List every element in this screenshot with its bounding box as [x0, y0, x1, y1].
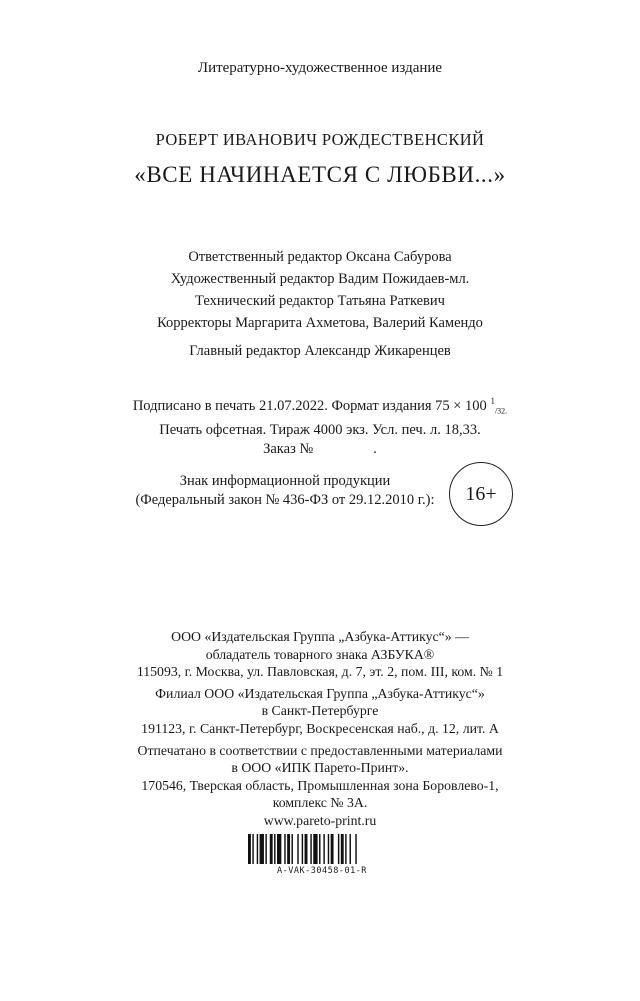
- publisher-line: 115093, г. Москва, ул. Павловская, д. 7, эт. 2, пом. III, ком. № 1: [136, 664, 504, 680]
- order-line: [0, 440, 640, 459]
- branch-line: в Санкт-Петербурге: [261, 703, 379, 719]
- printer-website: www.pareto-print.ru: [263, 812, 377, 828]
- printer-line: 170546, Тверская область, Промышленная зона Боровлево-1,: [141, 777, 499, 793]
- genre-label: Литературно-художественное издание: [197, 60, 443, 76]
- rating-line: (Федеральный закон № 436-ФЗ от 29.12.2010 г.):: [135, 492, 435, 508]
- credit-line: Ответственный редактор Оксана Сабурова: [188, 249, 452, 265]
- publisher-line: ООО «Издательская Группа „Азбука-Аттикус“» —: [171, 629, 469, 644]
- barcode-code: A-VAK-30458-01-R: [277, 866, 367, 876]
- order-end: .: [373, 440, 377, 457]
- print-info: [0, 392, 640, 459]
- credit-line: Технический редактор Татьяна Раткевич: [195, 293, 445, 309]
- rating-line: Знак информационной продукции: [179, 473, 391, 489]
- credits-block: [0, 246, 640, 362]
- publisher-line: обладатель товарного знака АЗБУКА®: [205, 646, 435, 662]
- credit-line: Художественный редактор Вадим Пожидаев-мл.: [170, 271, 470, 287]
- author-name: РОБЕРТ ИВАНОВИЧ РОЖДЕСТВЕНСКИЙ: [155, 130, 485, 149]
- signed-text: Подписано в печать 21.07.2022. Формат издания 75 × 100: [132, 397, 487, 414]
- fraction-tail: .: [505, 406, 508, 416]
- rating-text: [120, 472, 450, 510]
- print-line: Печать офсетная. Тираж 4000 экз. Усл. печ. л. 18,33.: [159, 421, 481, 438]
- branch-line: 191123, г. Санкт-Петербург, Воскресенская наб., д. 12, лит. А: [141, 720, 499, 736]
- order-label: Заказ №: [263, 440, 314, 457]
- printer-line: комплекс № 3А.: [272, 795, 368, 811]
- age-rating-badge: 16+: [449, 462, 513, 526]
- printer-line: Отпечатано в соответствии с предоставленными материалами: [137, 742, 503, 758]
- printer-line: в ООО «ИПК Парето-Принт».: [231, 760, 409, 776]
- branch-line: Филиал ООО «Издательская Группа „Азбука-Аттикус“»: [155, 685, 485, 701]
- fraction-denominator: /32: [494, 406, 506, 416]
- chief-editor: Главный редактор Александр Жикаренцев: [189, 343, 451, 359]
- barcode-icon: [248, 834, 396, 864]
- fraction-numerator: 1: [490, 396, 495, 406]
- book-title: «ВСЕ НАЧИНАЕТСЯ С ЛЮБВИ...»: [134, 162, 506, 187]
- credit-line: Корректоры Маргарита Ахметова, Валерий Камендо: [157, 315, 483, 331]
- signed-line: [0, 392, 640, 421]
- publisher-block: [0, 628, 640, 830]
